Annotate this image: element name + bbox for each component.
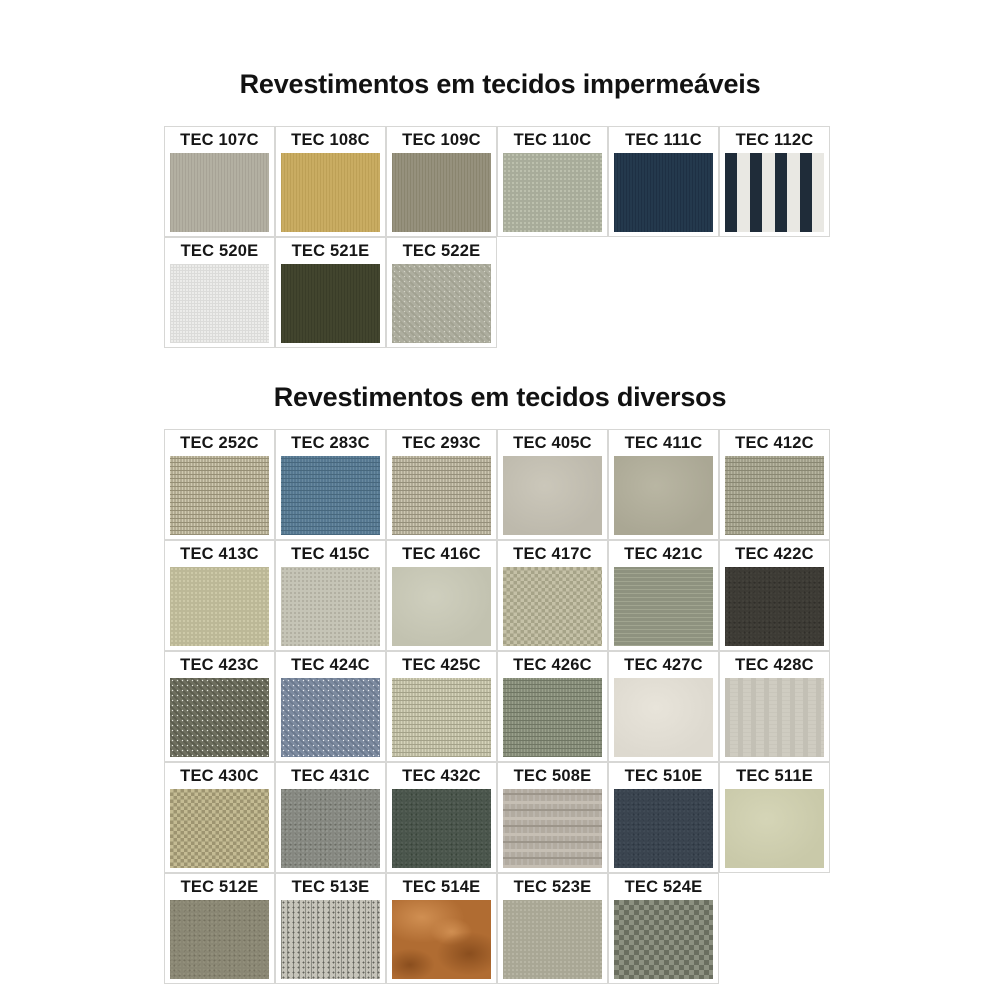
fabric-image (614, 789, 713, 868)
swatch-cell (164, 540, 275, 651)
swatch-code-label: TEC 110C (513, 131, 592, 149)
fabric-image (392, 789, 491, 868)
fabric-image (392, 264, 491, 343)
fabric-image (170, 456, 269, 535)
swatch-row (164, 126, 830, 237)
fabric-image (614, 900, 713, 979)
swatch-cell (608, 540, 719, 651)
swatch-cell (386, 873, 497, 984)
swatch-cell (497, 873, 608, 984)
swatch-code-label: TEC 411C (624, 434, 703, 452)
swatch-code-label: TEC 508E (513, 767, 592, 785)
swatch-code-label: TEC 428C (735, 656, 814, 674)
swatch-cell (719, 762, 830, 873)
fabric-image (725, 567, 824, 646)
fabric-image (503, 789, 602, 868)
swatch-cell (497, 540, 608, 651)
swatch-cell (608, 429, 719, 540)
swatch-code-label: TEC 513E (291, 878, 370, 896)
swatch-cell (275, 873, 386, 984)
swatch-code-label: TEC 109C (402, 131, 481, 149)
fabric-image (281, 900, 380, 979)
swatch-cell (164, 762, 275, 873)
fabric-image (281, 153, 380, 232)
fabric-image (281, 789, 380, 868)
fabric-image (392, 153, 491, 232)
swatch-cell (608, 651, 719, 762)
fabric-image (392, 678, 491, 757)
swatch-code-label: TEC 416C (402, 545, 481, 563)
fabric-image (170, 789, 269, 868)
swatch-cell (275, 762, 386, 873)
fabric-image (170, 153, 269, 232)
swatch-cell (719, 126, 830, 237)
swatch-code-label: TEC 252C (180, 434, 259, 452)
swatch-code-label: TEC 422C (735, 545, 814, 563)
swatch-code-label: TEC 421C (624, 545, 703, 563)
fabric-image (725, 789, 824, 868)
swatch-code-label: TEC 413C (180, 545, 259, 563)
swatch-cell (497, 429, 608, 540)
swatch-cell (275, 651, 386, 762)
swatch-code-label: TEC 523E (513, 878, 592, 896)
swatch-code-label: TEC 520E (180, 242, 259, 260)
swatch-cell (497, 762, 608, 873)
fabric-image (614, 153, 713, 232)
swatch-code-label: TEC 112C (735, 131, 814, 149)
swatch-cell (608, 126, 719, 237)
fabric-image (170, 264, 269, 343)
swatch-code-label: TEC 426C (513, 656, 592, 674)
swatch-cell (719, 429, 830, 540)
swatch-code-label: TEC 111C (625, 131, 702, 149)
swatch-cell (719, 540, 830, 651)
swatch-cell (386, 540, 497, 651)
fabric-image (614, 456, 713, 535)
swatch-cell (719, 651, 830, 762)
swatch-code-label: TEC 108C (291, 131, 370, 149)
fabric-image (281, 264, 380, 343)
swatch-code-label: TEC 412C (735, 434, 814, 452)
swatch-cell (275, 540, 386, 651)
swatch-cell (275, 429, 386, 540)
swatch-code-label: TEC 425C (402, 656, 481, 674)
swatch-cell (608, 873, 719, 984)
section-title-impermeaveis: Revestimentos em tecidos impermeáveis (239, 69, 761, 99)
swatch-code-label: TEC 405C (513, 434, 592, 452)
swatch-code-label: TEC 512E (180, 878, 259, 896)
swatch-cell (164, 651, 275, 762)
fabric-image (281, 567, 380, 646)
fabric-image (170, 900, 269, 979)
swatch-code-label: TEC 514E (402, 878, 481, 896)
fabric-image (503, 900, 602, 979)
swatch-code-label: TEC 423C (180, 656, 259, 674)
swatch-cell (164, 873, 275, 984)
fabric-image (725, 456, 824, 535)
swatch-code-label: TEC 522E (402, 242, 481, 260)
swatch-code-label: TEC 427C (624, 656, 703, 674)
swatch-code-label: TEC 417C (513, 545, 592, 563)
swatch-cell (386, 126, 497, 237)
fabric-image (392, 900, 491, 979)
swatch-code-label: TEC 524E (624, 878, 703, 896)
fabric-image (725, 678, 824, 757)
swatch-code-label: TEC 431C (291, 767, 370, 785)
swatch-code-label: TEC 107C (180, 131, 259, 149)
swatch-grid-impermeaveis (164, 126, 830, 348)
fabric-image (503, 153, 602, 232)
swatch-code-label: TEC 283C (291, 434, 370, 452)
swatch-code-label: TEC 293C (402, 434, 481, 452)
swatch-row (164, 540, 830, 651)
fabric-image (614, 678, 713, 757)
swatch-code-label: TEC 432C (402, 767, 481, 785)
swatch-cell (497, 651, 608, 762)
swatch-row (164, 873, 830, 984)
swatch-cell (164, 126, 275, 237)
swatch-cell (386, 429, 497, 540)
swatch-cell (386, 651, 497, 762)
fabric-image (503, 567, 602, 646)
swatch-code-label: TEC 521E (291, 242, 370, 260)
fabric-image (170, 678, 269, 757)
swatch-cell (497, 126, 608, 237)
swatch-cell (608, 762, 719, 873)
swatch-code-label: TEC 430C (180, 767, 259, 785)
fabric-image (614, 567, 713, 646)
swatch-cell (164, 429, 275, 540)
swatch-cell (275, 126, 386, 237)
swatch-code-label: TEC 511E (736, 767, 813, 785)
swatch-cell (386, 762, 497, 873)
swatch-cell (275, 237, 386, 348)
swatch-cell (164, 237, 275, 348)
fabric-image (281, 456, 380, 535)
swatch-row (164, 762, 830, 873)
swatch-row (164, 651, 830, 762)
fabric-image (392, 567, 491, 646)
swatch-code-label: TEC 510E (624, 767, 703, 785)
fabric-image (392, 456, 491, 535)
swatch-row (164, 429, 830, 540)
swatch-code-label: TEC 424C (291, 656, 370, 674)
swatch-grid-diversos (164, 429, 830, 984)
fabric-image (503, 456, 602, 535)
fabric-image (725, 153, 824, 232)
swatch-cell (386, 237, 497, 348)
swatch-code-label: TEC 415C (291, 545, 370, 563)
fabric-image (170, 567, 269, 646)
fabric-image (503, 678, 602, 757)
section-title-diversos: Revestimentos em tecidos diversos (273, 382, 727, 412)
swatch-row (164, 237, 830, 348)
fabric-image (281, 678, 380, 757)
